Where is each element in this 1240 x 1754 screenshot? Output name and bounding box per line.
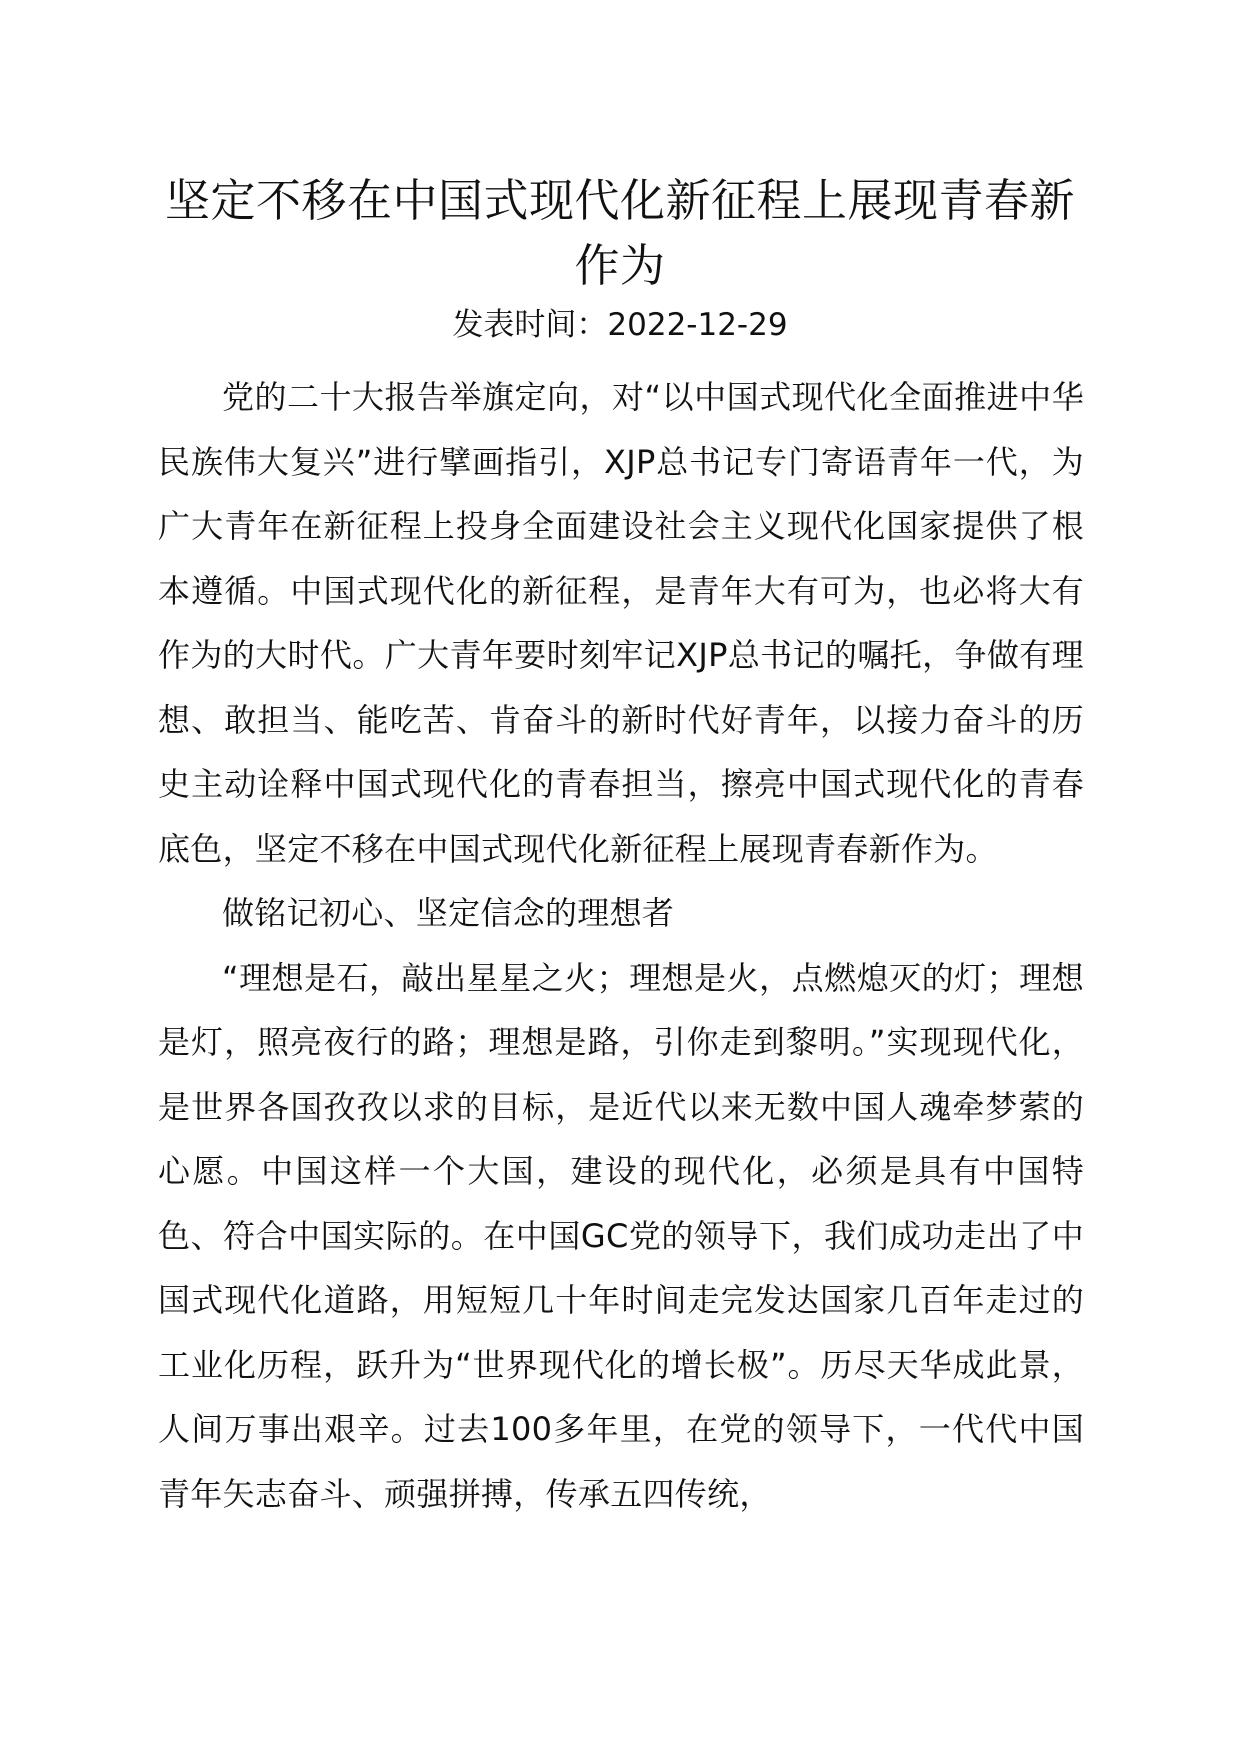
body-paragraph-2: “理想是石，敲出星星之火；理想是火，点燃熄灭的灯；理想是灯，照亮夜行的路；理想是路，引你走到黎明。”实现现代化，是世界各国孜孜以求的目标，是近代以来无数中国人魂牵梦萦的心愿。中国这样一个大国，建设的现代化，必须是具有中国特色、符合中国实际的。在中国GC党的领导下，我们成功走出了中国式现代化道路，用短短几十年时间走完发达国家几百年走过的工业化历程，跃升为“世界现代化的增长极”。历尽天华成此景，人间万事出艰辛。过去100多年里，在党的领导下，一代代中国青年矢志奋斗、顽强拼搏，传承五四传统， [158, 958, 1084, 1513]
article-title: 坚定不移在中国式现代化新征程上展现青春新作为 [164, 174, 1075, 292]
section-heading: 做铭记初心、坚定信念的理想者 [222, 894, 675, 932]
body-paragraph-1: 党的二十大报告举旗定向，对“以中国式现代化全面推进中华民族伟大复兴”进行擘画指引，XJP总书记专门寄语青年一代，为广大青年在新征程上投身全面建设社会主义现代化国家提供了根本遵循。中国式现代化的新征程，是青年大有可为，也必将大有作为的大时代。广大青年要时刻牢记XJP总书记的嘱托，争做有理想、敢担当、能吃苦、肯奋斗的新时代好青年，以接力奋斗的历史主动诠释中国式现代化的青春担当，擦亮中国式现代化的青春底色，坚定不移在中国式现代化新征程上展现青春新作为。 [158, 378, 1084, 868]
article-body [158, 365, 1084, 1526]
publish-date: 发表时间：2022-12-29 [452, 307, 788, 343]
